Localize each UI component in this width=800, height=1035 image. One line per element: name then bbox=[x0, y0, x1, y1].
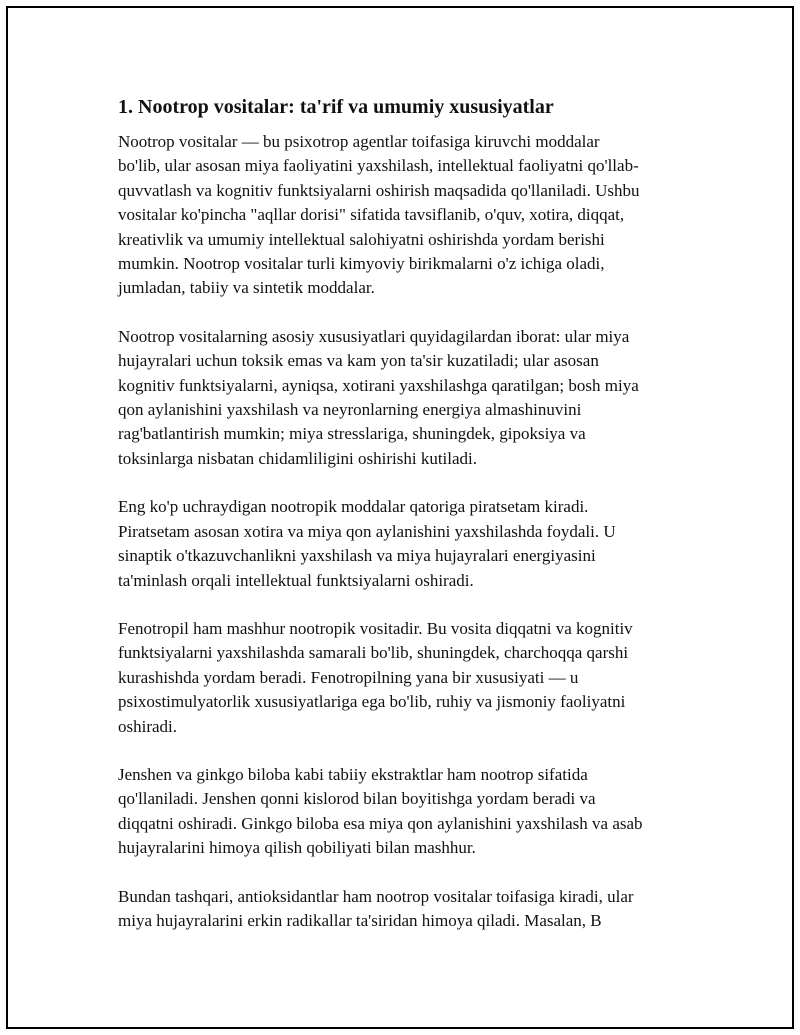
text-line: diqqatni oshiradi. Ginkgo biloba esa miya qon aylanishini yaxshilash va asab bbox=[118, 813, 643, 833]
text-line: hujayralarini himoya qilish qobiliyati bilan mashhur. bbox=[118, 838, 476, 858]
text-line: bo'lib, ular asosan miya faoliyatini yaxshilash, intellektual faoliyatni qo'llab- bbox=[118, 156, 639, 176]
section-heading: 1. Nootrop vositalar: ta'rif va umumiy xususiyatlar bbox=[118, 96, 554, 118]
paragraph-phenotropil bbox=[118, 617, 698, 739]
paragraph-natural-extracts bbox=[118, 763, 698, 861]
text-line: hujayralari uchun toksik emas va kam yon ta'sir kuzatiladi; ular asosan bbox=[118, 351, 599, 371]
text-line: kreativlik va umumiy intellektual salohiyatni oshirishda yordam berishi bbox=[118, 229, 605, 249]
text-line: mumkin. Nootrop vositalar turli kimyoviy birikmalarni o'z ichiga oladi, bbox=[118, 254, 605, 274]
paragraph-properties bbox=[118, 325, 698, 471]
text-line: qo'llaniladi. Jenshen qonni kislorod bilan boyitishga yordam beradi va bbox=[118, 789, 596, 809]
text-line: qon aylanishini yaxshilash va neyronlarning energiya almashinuvini bbox=[118, 400, 582, 420]
text-line: rag'batlantirish mumkin; miya stresslariga, shuningdek, gipoksiya va bbox=[118, 424, 586, 444]
paragraph-piracetam bbox=[118, 495, 698, 593]
text-line: toksinlarga nisbatan chidamliligini oshirishi kutiladi. bbox=[118, 448, 478, 468]
text-line: Nootrop vositalar — bu psixotrop agentlar toifasiga kiruvchi moddalar bbox=[118, 132, 600, 151]
text-line: Nootrop vositalarning asosiy xususiyatlari quyidagilardan iborat: ular miya bbox=[118, 326, 630, 346]
paragraph-definition bbox=[118, 130, 698, 301]
text-line: Bundan tashqari, antioksidantlar ham nootrop vositalar toifasiga kiradi, ular bbox=[118, 886, 634, 906]
text-line: Fenotropil ham mashhur nootropik vositadir. Bu vosita diqqatni va kognitiv bbox=[118, 618, 633, 638]
text-line: oshiradi. bbox=[118, 716, 178, 736]
text-line: sinaptik o'tkazuvchanlikni yaxshilash va miya hujayralari energiyasini bbox=[118, 546, 596, 566]
text-line: funktsiyalarni yaxshilashda samarali bo'lib, shuningdek, charchoqqa qarshi bbox=[118, 643, 629, 663]
text-line: vositalar ko'pincha "aqllar dorisi" sifatida tavsiflanib, o'quv, xotira, diqqat, bbox=[118, 205, 625, 225]
paragraph-antioxidants bbox=[118, 885, 698, 934]
text-line: miya hujayralarini erkin radikallar ta'siridan himoya qiladi. Masalan, B bbox=[118, 910, 602, 930]
text-line: Piratsetam asosan xotira va miya qon aylanishini yaxshilashda foydali. U bbox=[118, 521, 616, 541]
text-line: Eng ko'p uchraydigan nootropik moddalar qatoriga piratsetam kiradi. bbox=[118, 497, 589, 517]
text-line: jumladan, tabiiy va sintetik moddalar. bbox=[118, 278, 375, 298]
text-line: psixostimulyatorlik xususiyatlariga ega bo'lib, ruhiy va jismoniy faoliyatni bbox=[118, 692, 626, 712]
text-line: quvvatlash va kognitiv funktsiyalarni oshirish maqsadida qo'llaniladi. Ushbu bbox=[118, 180, 640, 200]
text-line: kognitiv funktsiyalarni, ayniqsa, xotirani yaxshilashga qaratilgan; bosh miya bbox=[118, 375, 639, 395]
text-line: kurashishda yordam beradi. Fenotropilning yana bir xususiyati — u bbox=[118, 667, 579, 687]
document-body bbox=[118, 94, 698, 957]
text-line: ta'minlash orqali intellektual funktsiyalarni oshiradi. bbox=[118, 570, 474, 590]
text-line: Jenshen va ginkgo biloba kabi tabiiy ekstraktlar ham nootrop sifatida bbox=[118, 764, 588, 784]
